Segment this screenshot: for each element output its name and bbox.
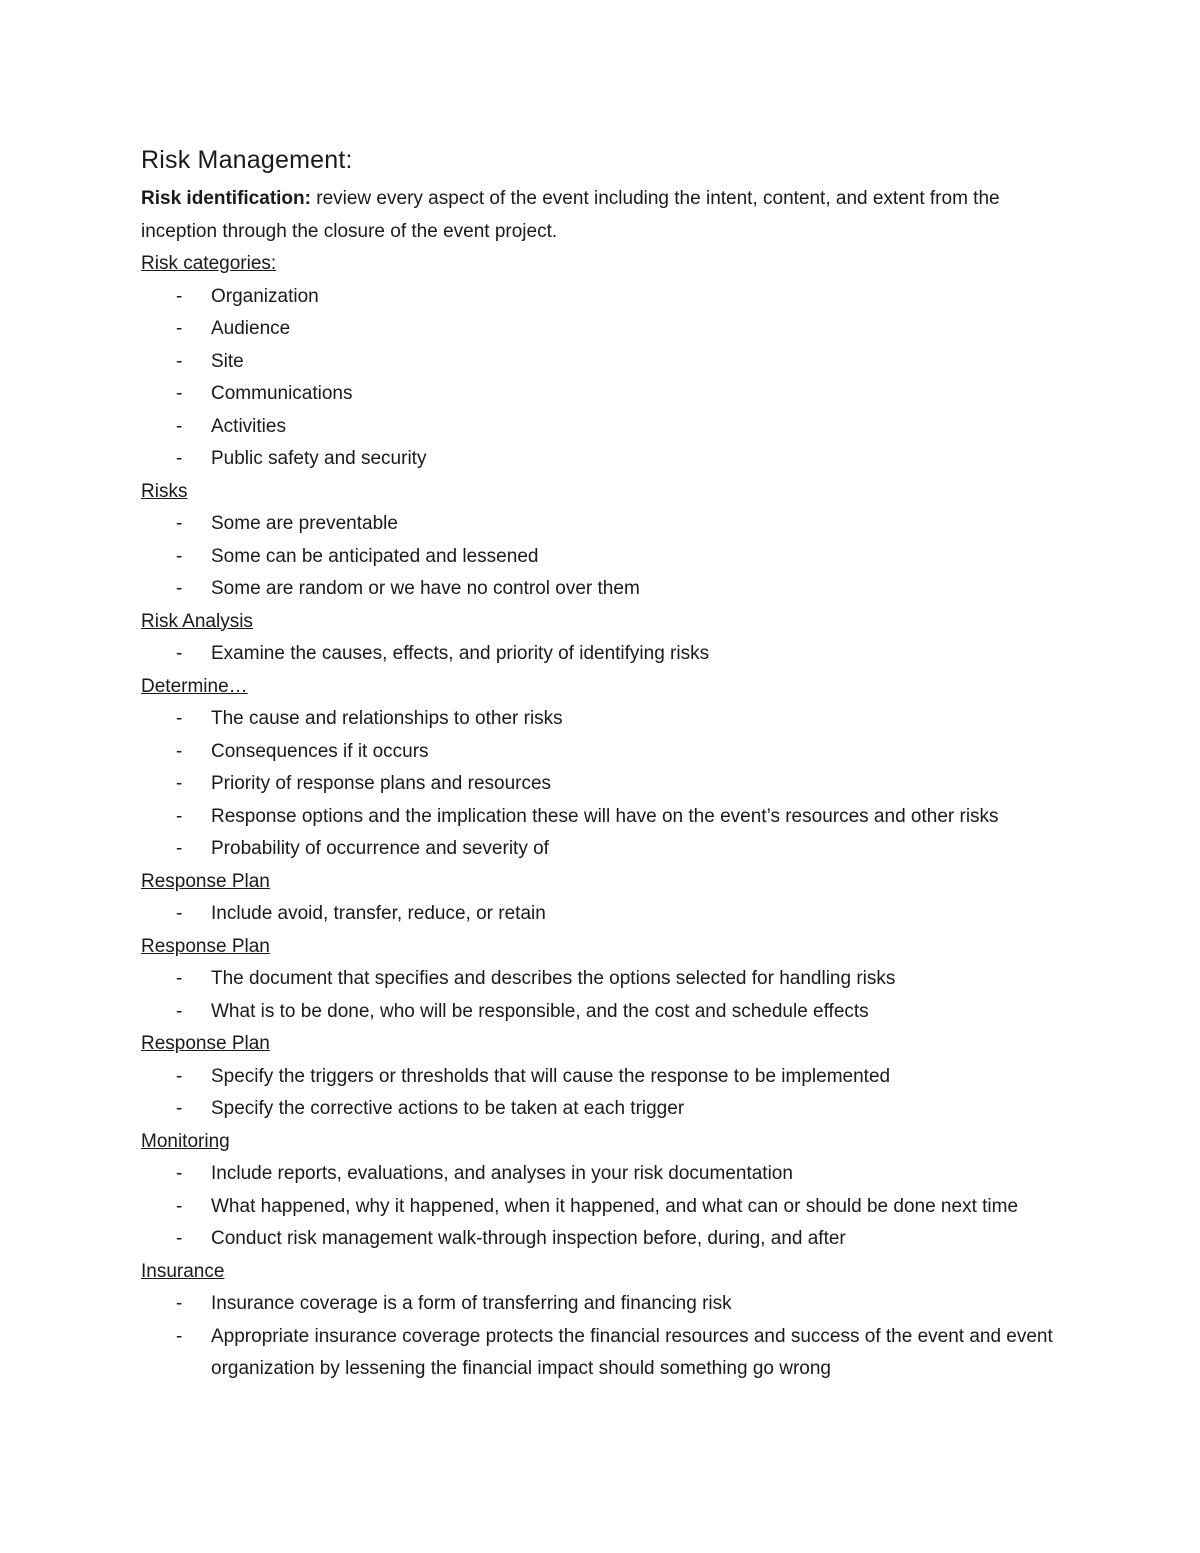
list-item-text: Priority of response plans and resources (211, 773, 552, 794)
list-item (141, 1191, 1061, 1224)
list-item-text: Activities (211, 415, 286, 437)
list-item (141, 638, 1061, 671)
list-item-text: What happened, why it happened, when it happened, and what can or should be done next time (211, 1195, 1019, 1217)
list-item (141, 1288, 1061, 1321)
dash-bullet-icon: - (176, 1228, 183, 1249)
dash-bullet-icon: - (176, 1325, 183, 1347)
sections-container (141, 248, 1061, 1386)
section-heading: Determine… (141, 675, 248, 697)
bullet-list (141, 1288, 1061, 1386)
dash-bullet-icon: - (176, 318, 183, 339)
section-heading: Risk Analysis (141, 610, 253, 632)
list-item (141, 443, 1061, 476)
list-item-text: Include avoid, transfer, reduce, or retain (211, 903, 546, 924)
list-item-text: Response options and the implication these will have on the event’s resources and other risks (211, 805, 999, 827)
list-item-text: Some can be anticipated and lessened (211, 545, 539, 567)
list-item (141, 963, 1061, 996)
dash-bullet-icon: - (176, 903, 183, 924)
dash-bullet-icon: - (176, 643, 183, 664)
intro-label: Risk identification: (141, 188, 311, 209)
bullet-list (141, 508, 1061, 606)
dash-bullet-icon: - (176, 448, 183, 469)
list-item (141, 768, 1061, 801)
list-item (141, 1321, 1061, 1386)
list-item-text: Some are random or we have no control over them (211, 578, 640, 599)
bullet-list (141, 281, 1061, 476)
dash-bullet-icon: - (176, 415, 183, 437)
list-item-text: Some are preventable (211, 513, 398, 534)
section-heading: Insurance (141, 1260, 225, 1282)
list-item (141, 346, 1061, 379)
dash-bullet-icon: - (176, 545, 183, 567)
list-item-text: Probability of occurrence and severity of (211, 838, 549, 859)
list-item-text: The document that specifies and describes the options selected for handling risks (211, 968, 896, 989)
section-heading: Monitoring (141, 1130, 230, 1152)
list-item (141, 508, 1061, 541)
document-page (141, 142, 1061, 1386)
dash-bullet-icon: - (176, 773, 183, 794)
list-item (141, 1061, 1061, 1094)
bullet-list (141, 703, 1061, 866)
list-item-text: What is to be done, who will be responsible, and the cost and schedule effects (211, 1000, 869, 1022)
section-heading: Risk categories: (141, 253, 277, 274)
bullet-list (141, 963, 1061, 1028)
list-item (141, 378, 1061, 411)
list-item (141, 833, 1061, 866)
dash-bullet-icon: - (176, 350, 183, 372)
dash-bullet-icon: - (176, 708, 183, 729)
intro-text: review every aspect of the event including the intent, content, and extent from the inception through the closure of the event project. (141, 188, 1000, 242)
list-item-text: Include reports, evaluations, and analyses in your risk documentation (211, 1163, 793, 1184)
list-item (141, 573, 1061, 606)
bullet-list (141, 638, 1061, 671)
list-item-text: Public safety and security (211, 448, 427, 469)
list-item (141, 1223, 1061, 1256)
list-item-text: Specify the triggers or thresholds that will cause the response to be implemented (211, 1065, 891, 1087)
section-heading: Response Plan (141, 1033, 270, 1054)
list-item-text: Insurance coverage is a form of transferring and financing risk (211, 1293, 732, 1314)
dash-bullet-icon: - (176, 1163, 183, 1184)
list-item-text: Specify the corrective actions to be taken at each trigger (211, 1098, 685, 1119)
section-heading: Response Plan (141, 935, 270, 957)
list-item (141, 411, 1061, 444)
list-item-text: Consequences if it occurs (211, 740, 429, 762)
page-title: Risk Management: (141, 146, 353, 174)
list-item-text: Appropriate insurance coverage protects the financial resources and success of the event and event organization by lessening the financial impact should something go wrong (211, 1325, 1053, 1379)
bullet-list (141, 1061, 1061, 1126)
list-item-text: Examine the causes, effects, and priority of identifying risks (211, 643, 710, 664)
dash-bullet-icon: - (176, 1098, 183, 1119)
list-item (141, 996, 1061, 1029)
list-item (141, 1158, 1061, 1191)
list-item-text: Site (211, 350, 244, 372)
dash-bullet-icon: - (176, 1293, 183, 1314)
list-item (141, 281, 1061, 314)
list-item-text: Conduct risk management walk-through inspection before, during, and after (211, 1228, 846, 1249)
dash-bullet-icon: - (176, 1065, 183, 1087)
bullet-list (141, 898, 1061, 931)
list-item (141, 736, 1061, 769)
dash-bullet-icon: - (176, 513, 183, 534)
section-heading: Response Plan (141, 870, 270, 892)
dash-bullet-icon: - (176, 740, 183, 762)
list-item (141, 801, 1061, 834)
list-item-text: The cause and relationships to other risks (211, 708, 563, 729)
dash-bullet-icon: - (176, 805, 183, 827)
dash-bullet-icon: - (176, 1000, 183, 1022)
dash-bullet-icon: - (176, 1195, 183, 1217)
intro-paragraph (141, 183, 1061, 248)
dash-bullet-icon: - (176, 578, 183, 599)
dash-bullet-icon: - (176, 383, 183, 404)
list-item (141, 313, 1061, 346)
dash-bullet-icon: - (176, 838, 183, 859)
list-item (141, 898, 1061, 931)
list-item-text: Audience (211, 318, 291, 339)
dash-bullet-icon: - (176, 285, 183, 307)
list-item (141, 1093, 1061, 1126)
dash-bullet-icon: - (176, 968, 183, 989)
bullet-list (141, 1158, 1061, 1256)
list-item (141, 541, 1061, 574)
list-item (141, 703, 1061, 736)
list-item-text: Communications (211, 383, 353, 404)
list-item-text: Organization (211, 285, 319, 307)
section-heading: Risks (141, 480, 188, 502)
